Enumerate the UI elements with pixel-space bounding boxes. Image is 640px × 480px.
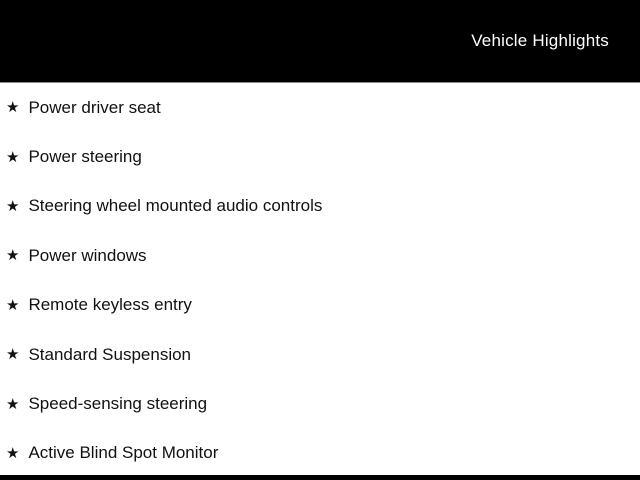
highlight-item — [0, 429, 640, 478]
highlight-text: Remote keyless entry — [28, 295, 192, 315]
star-icon: ★ — [6, 395, 20, 413]
highlight-item — [0, 132, 640, 181]
star-icon: ★ — [6, 99, 20, 117]
highlight-text: Power steering — [28, 147, 142, 167]
star-icon: ★ — [6, 346, 20, 364]
highlight-text: Power driver seat — [28, 97, 161, 117]
star-icon: ★ — [6, 444, 20, 462]
highlight-item — [0, 231, 640, 280]
highlight-item — [0, 379, 640, 428]
highlight-text: Speed-sensing steering — [28, 394, 208, 414]
highlight-item — [0, 182, 640, 231]
highlight-text: Power windows — [28, 245, 147, 265]
star-icon: ★ — [6, 197, 20, 215]
header-bar — [0, 0, 640, 83]
footer-bar — [0, 475, 640, 480]
star-icon: ★ — [6, 148, 20, 166]
highlight-item — [0, 281, 640, 330]
star-icon: ★ — [6, 296, 20, 314]
page-title: Vehicle Highlights — [471, 31, 609, 50]
star-icon: ★ — [6, 247, 20, 265]
highlight-item — [0, 83, 640, 132]
highlight-text: Standard Suspension — [28, 344, 192, 364]
highlights-list — [0, 83, 640, 475]
highlight-text: Active Blind Spot Monitor — [28, 443, 219, 463]
highlight-item — [0, 330, 640, 379]
highlight-text: Steering wheel mounted audio controls — [28, 196, 323, 216]
